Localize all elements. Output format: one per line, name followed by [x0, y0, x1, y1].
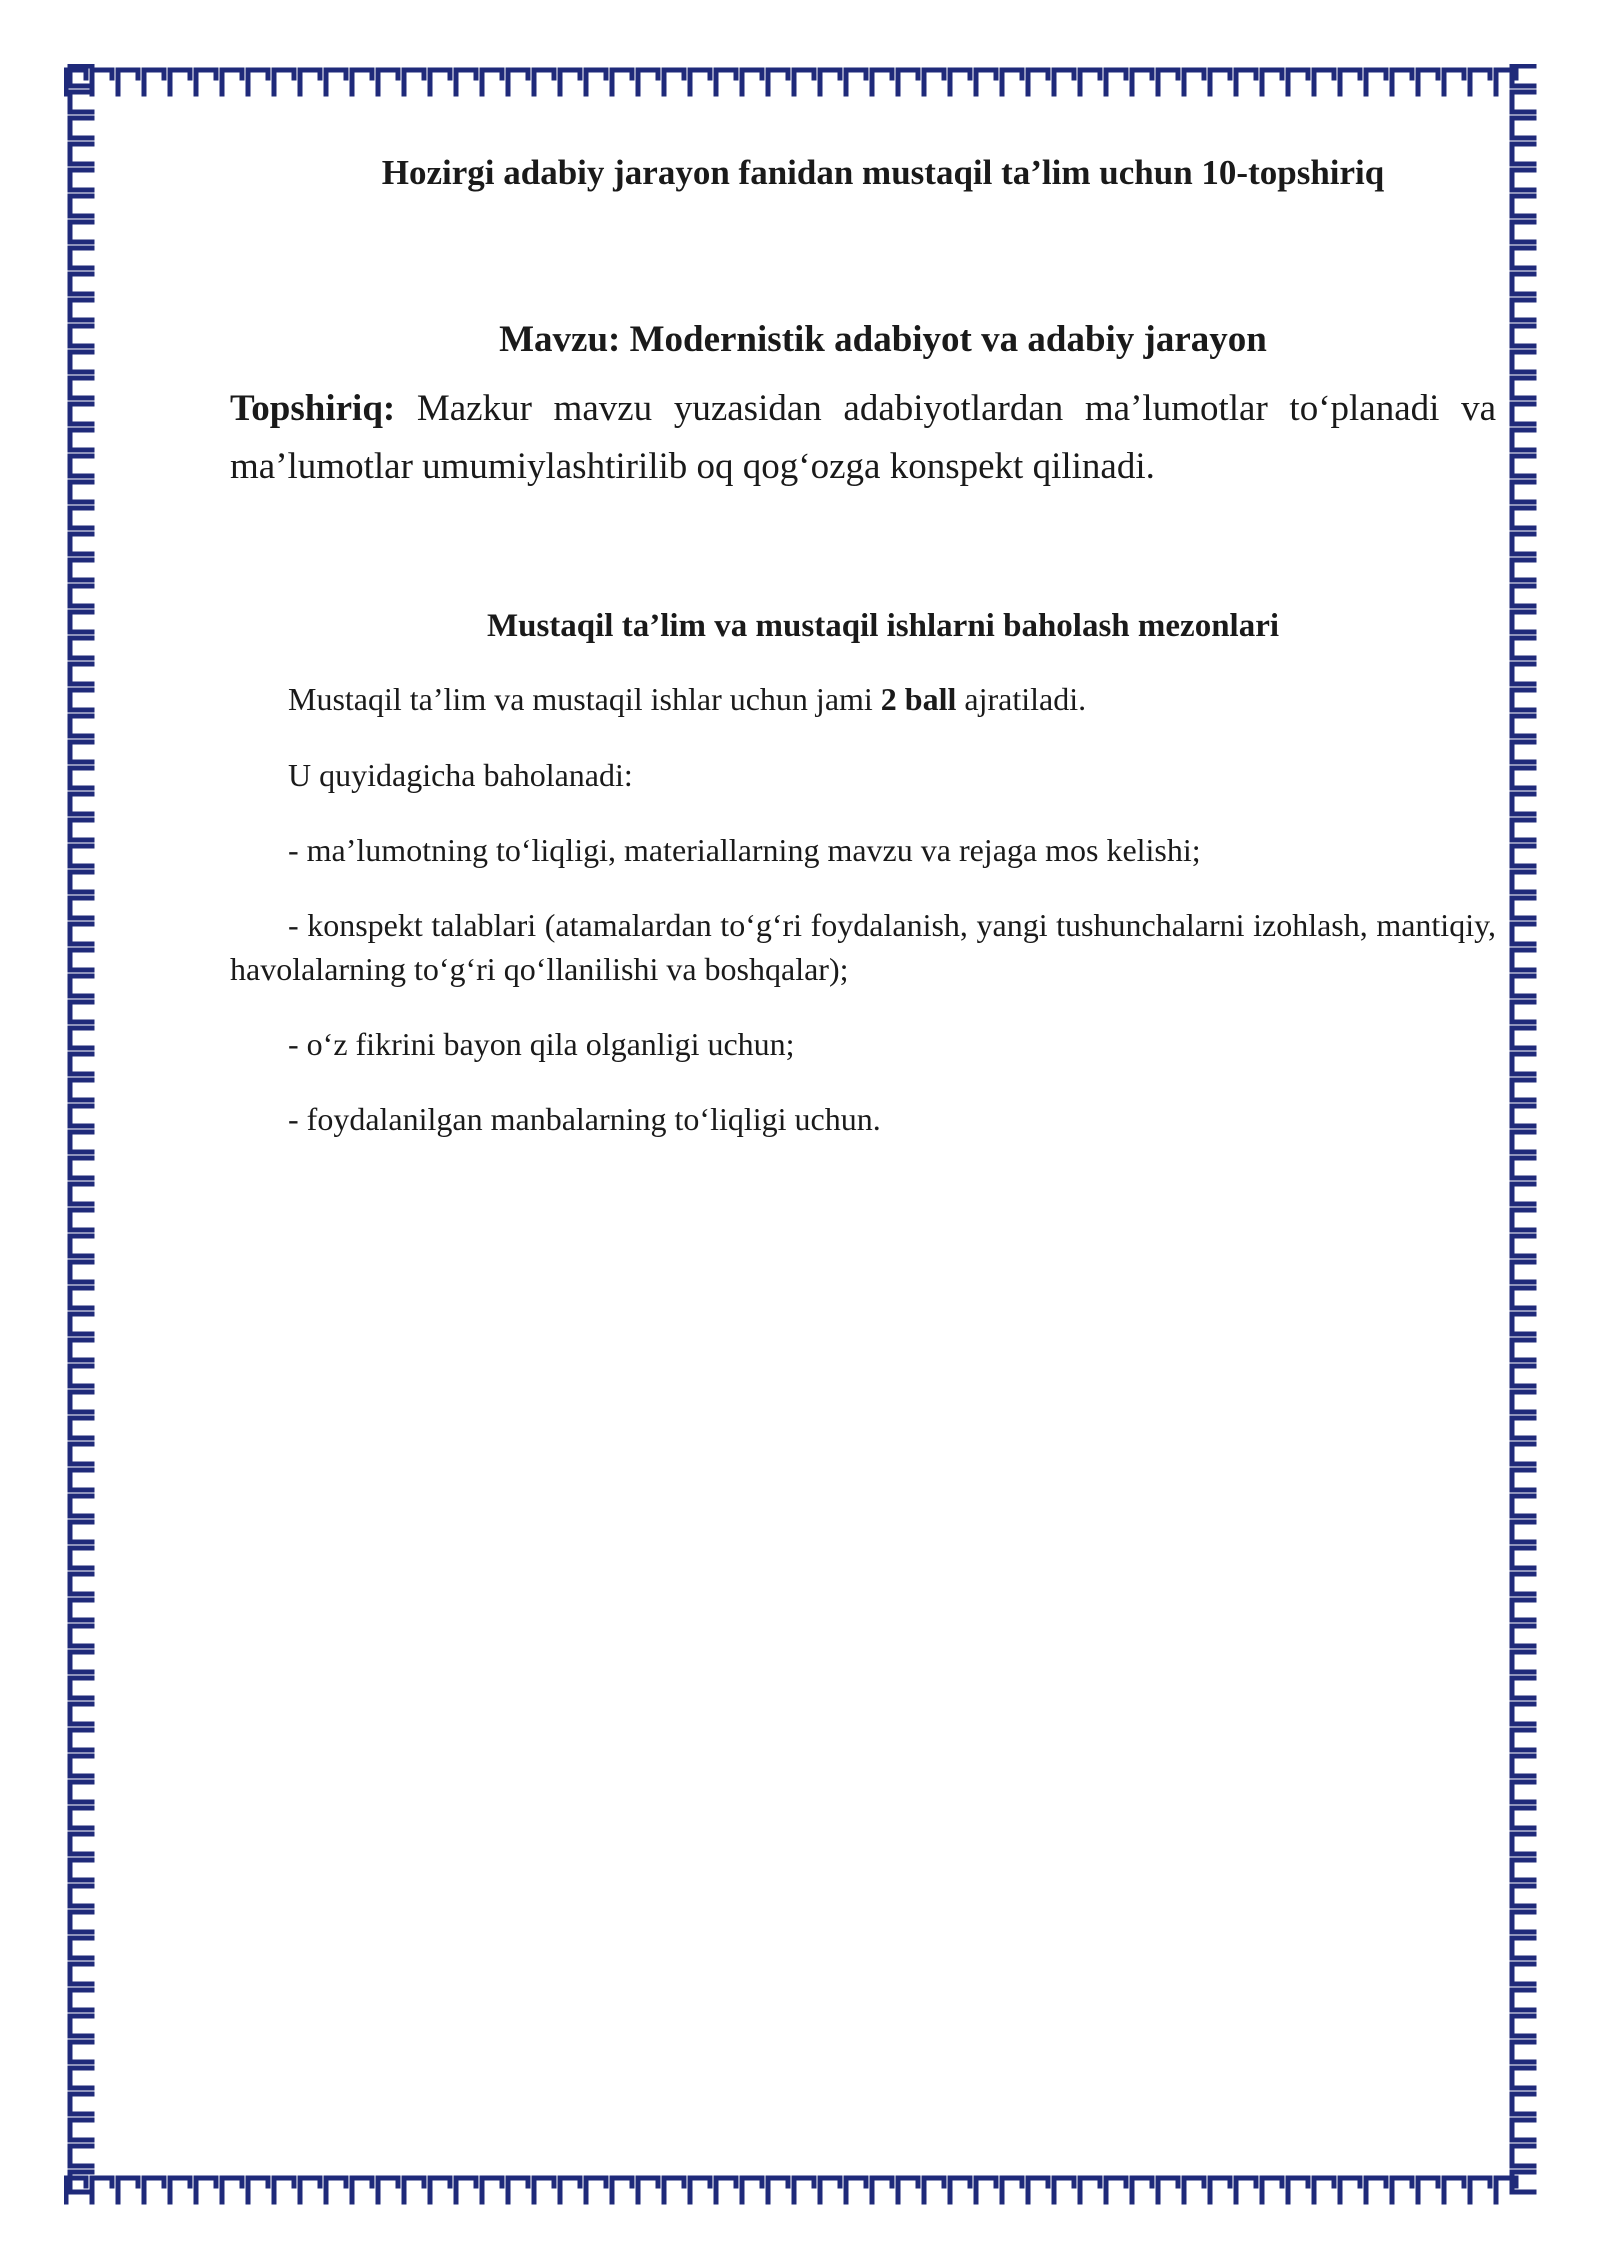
- criteria-item: - konspekt talablari (atamalardan to‘g‘ri foydalanish, yangi tushunchalarni izohlash, mantiqiy, havolalarning to‘g‘ri qo‘llanilishi va boshqalar);: [230, 906, 1496, 988]
- criteria-points: 2 ball: [880, 681, 957, 718]
- criteria-item: - o‘z fikrini bayon qila olganligi uchun;: [288, 1026, 795, 1063]
- criteria-intro: [230, 677, 1496, 721]
- criteria-item: - ma’lumotning to‘liqligi, materiallarning mavzu va rejaga mos kelishi;: [288, 831, 1201, 868]
- criteria-intro-before: Mustaqil ta’lim va mustaqil ishlar uchun jami: [288, 681, 881, 718]
- task-label: Topshiriq:: [230, 387, 396, 429]
- document-title: Hozirgi adabiy jarayon fanidan mustaqil ta’lim uchun 10-topshiriq: [381, 153, 1385, 192]
- criteria-item: - foydalanilgan manbalarning to‘liqligi uchun.: [288, 1101, 881, 1138]
- document-content: [230, 150, 1496, 1141]
- topic-heading: Mavzu: Modernistik adabiyot va adabiy jarayon: [499, 318, 1267, 360]
- task-text: Mazkur mavzu yuzasidan adabiyotlardan ma’lumotlar to‘planadi va ma’lumotlar umumiylashtirilib oq qog‘ozga konspekt qilinadi.: [230, 387, 1496, 488]
- criteria-intro-after: ajratiladi.: [956, 681, 1087, 718]
- criteria-heading: Mustaqil ta’lim va mustaqil ishlarni baholash mezonlari: [486, 607, 1280, 644]
- decorative-border-right: [1506, 64, 1540, 2206]
- task-paragraph: [230, 380, 1496, 497]
- decorative-border-bottom: [64, 2172, 1540, 2206]
- decorative-border-top: [64, 64, 1540, 98]
- assessed-line: U quyidagicha baholanadi:: [288, 756, 633, 793]
- decorative-border-left: [64, 64, 98, 2206]
